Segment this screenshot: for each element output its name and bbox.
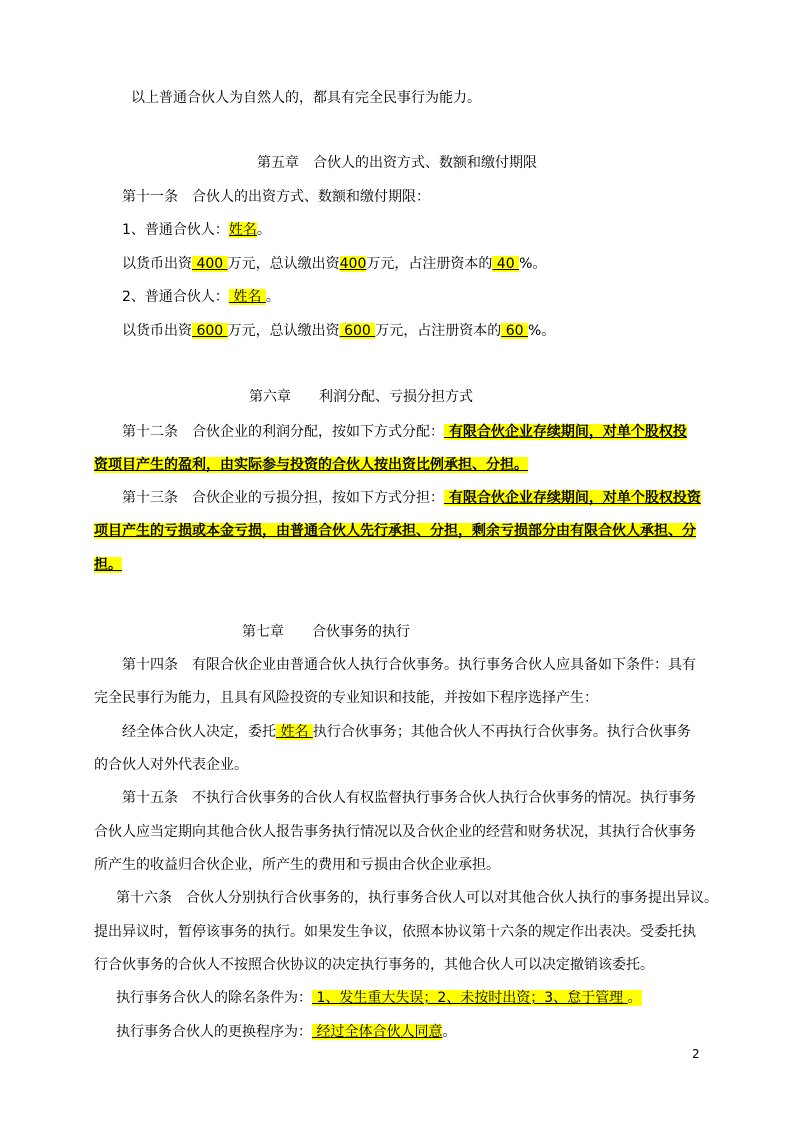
gp1-line — [122, 220, 271, 240]
article-12-terms-2: 资项目产生的盈利，由实际参与投资的合伙人按出资比例承担、分担。 — [94, 457, 528, 473]
gp1-text-3: 万元，占注册资本的 — [366, 256, 493, 272]
article-12-terms-1: 有限合伙企业存续期间，对单个股权投 — [444, 424, 687, 440]
replacement-end: 。 — [442, 1024, 457, 1040]
article-13-terms-1: 有限合伙企业存续期间，对单个股权投资 — [444, 490, 701, 506]
article-14-line-4: 的合伙人对外代表企业。 — [94, 757, 248, 773]
article-13-terms-2: 项目产生的亏损或本金亏损，由普通合伙人先行承担、分担，剩余亏损部分由有限合伙人承担、分 — [94, 523, 696, 539]
gp1-text-2: 万元，总认缴出资 — [227, 256, 340, 272]
replacement-terms: 经过全体合伙人同意 — [312, 1024, 443, 1040]
article-15-line-3: 所产生的收益归合伙企业，所产生的费用和亏损由合伙企业承担。 — [94, 857, 500, 873]
chapter-5-title: 第五章 合伙人的出资方式、数额和缴付期限 — [257, 155, 537, 171]
article-14-text-a: 经全体合伙人决定，委托 — [122, 724, 276, 740]
article-14-text-b: 执行合伙事务；其他合伙人不再执行合伙事务。执行合伙事务 — [312, 724, 691, 740]
removal-prefix: 执行事务合伙人的除名条件为： — [116, 990, 312, 1006]
gp1-prefix: 1、普通合伙人： — [122, 222, 229, 238]
article-14-line-2: 完全民事行为能力，且具有风险投资的专业知识和技能，并按如下程序选择产生： — [94, 690, 598, 706]
article-14-executor-name: 姓名 — [276, 724, 313, 740]
gp1-amount-1: 400 — [192, 256, 228, 272]
gp2-prefix: 2、普通合伙人： — [122, 289, 229, 305]
article-12-line-2 — [94, 455, 528, 475]
gp1-contribution — [122, 254, 546, 274]
article-16-line-1: 第十六条 合伙人分别执行合伙事务的，执行事务合伙人可以对其他合伙人执行的事务提出异议。 — [116, 890, 718, 906]
gp2-text-2: 万元，总认缴出资 — [227, 323, 340, 339]
gp2-percent: 60 — [501, 323, 528, 339]
article-13-line-3 — [94, 555, 122, 575]
gp2-amount-1: 600 — [192, 323, 228, 339]
gp1-name: 姓名 — [228, 222, 257, 238]
removal-conditions — [116, 988, 642, 1008]
removal-terms: 1、发生重大失误；2、未按时出资；3、怠于管理 — [312, 990, 628, 1006]
gp2-text-3: 万元，占注册资本的 — [375, 323, 502, 339]
replacement-prefix: 执行事务合伙人的更换程序为： — [116, 1024, 312, 1040]
article-15-line-2: 合伙人应当定期向其他合伙人报告事务执行情况以及合伙企业的经营和财务状况，其执行合伙事务 — [94, 824, 696, 840]
gp2-text-1: 以货币出资 — [122, 323, 192, 339]
gp1-percent: 40 — [492, 256, 520, 272]
removal-end: 。 — [627, 990, 642, 1006]
gp1-text-1: 以货币出资 — [122, 256, 192, 272]
gp1-text-4: %。 — [519, 256, 547, 272]
article-13-prefix: 第十三条 合伙企业的亏损分担，按如下方式分担： — [122, 490, 444, 506]
chapter-7-title: 第七章 合伙事务的执行 — [242, 624, 410, 640]
article-12-line-1 — [122, 422, 687, 442]
replacement-procedure — [116, 1022, 456, 1042]
article-13-terms-3: 担。 — [94, 557, 122, 573]
gp2-suffix: 。 — [265, 289, 280, 305]
gp1-amount-2: 400 — [339, 256, 367, 272]
page-number: 2 — [692, 1047, 700, 1061]
chapter-6-title: 第六章 利润分配、亏损分担方式 — [249, 389, 473, 405]
gp2-amount-2: 600 — [339, 323, 376, 339]
article-14-line-1: 第十四条 有限合伙企业由普通合伙人执行合伙事务。执行事务合伙人应具备如下条件：具有 — [122, 657, 696, 673]
article-16-line-2: 提出异议时，暂停该事务的执行。如果发生争议，依照本协议第十六条的规定作出表决。受委托执 — [94, 924, 696, 940]
intro-paragraph: 以上普通合伙人为自然人的，都具有完全民事行为能力。 — [131, 90, 481, 106]
article-12-prefix: 第十二条 合伙企业的利润分配，按如下方式分配： — [122, 424, 444, 440]
gp2-name: 姓名 — [228, 289, 266, 305]
gp2-line — [122, 287, 280, 307]
article-13-line-1 — [122, 488, 701, 508]
gp1-suffix: 。 — [256, 222, 271, 238]
article-16-line-3: 行合伙事务的合伙人不按照合伙协议的决定执行事务的，其他合伙人可以决定撤销该委托。 — [94, 957, 654, 973]
article-11: 第十一条 合伙人的出资方式、数额和缴付期限： — [122, 189, 430, 205]
article-14-line-3 — [122, 722, 691, 742]
gp2-contribution — [122, 321, 555, 341]
article-15-line-1: 第十五条 不执行合伙事务的合伙人有权监督执行事务合伙人执行合伙事务的情况。执行事务 — [122, 790, 696, 806]
article-13-line-2 — [94, 521, 696, 541]
gp2-text-4: %。 — [527, 323, 556, 339]
